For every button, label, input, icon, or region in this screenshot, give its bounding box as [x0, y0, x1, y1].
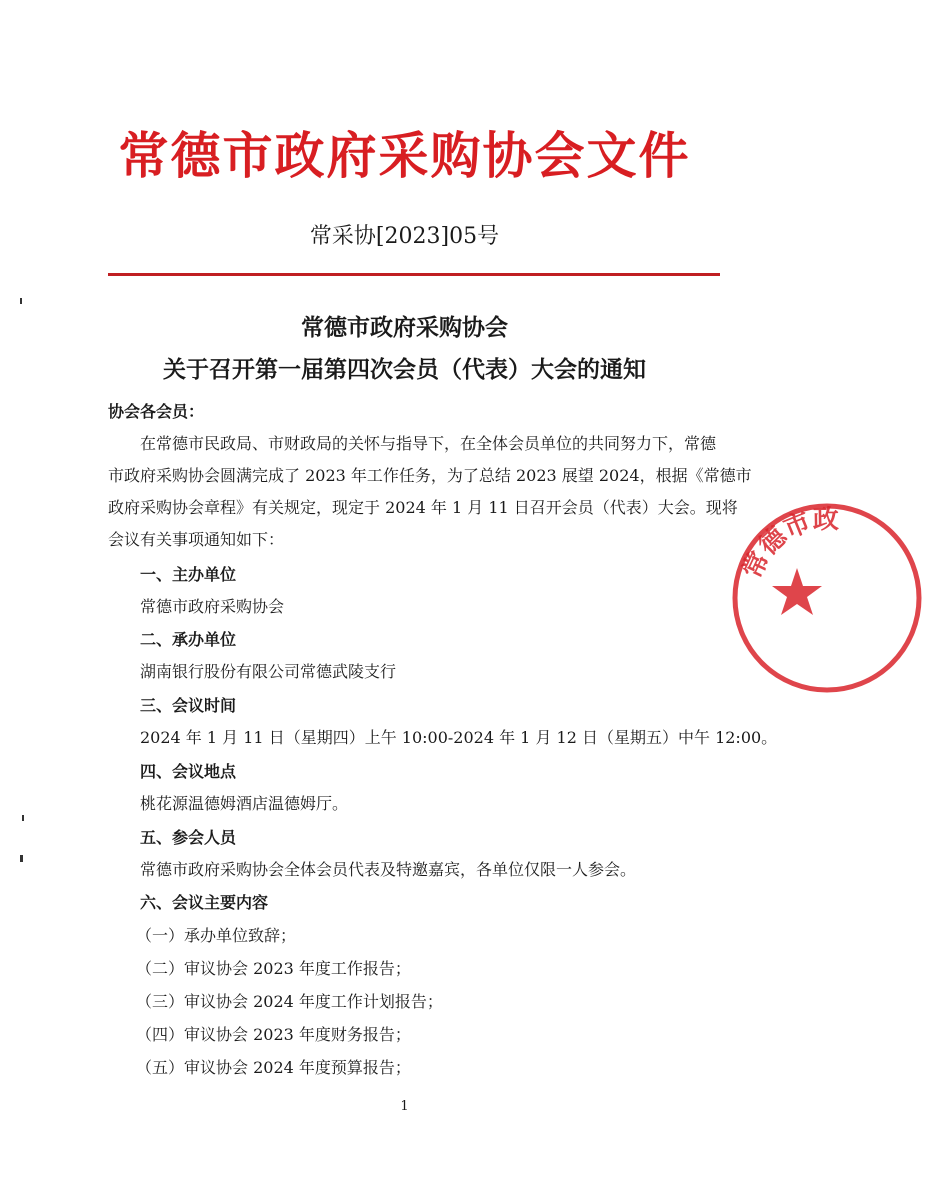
section-heading: 六、会议主要内容 — [140, 893, 269, 912]
notice-title-line-2: 关于召开第一届第四次会员（代表）大会的通知 — [163, 356, 646, 383]
section-body: 湖南银行股份有限公司常德武陵支行 — [140, 662, 397, 681]
section-body: 桃花源温德姆酒店温德姆厅。 — [140, 794, 349, 813]
scan-mark — [20, 855, 23, 862]
section-heading: 一、主办单位 — [140, 565, 237, 584]
section-heading: 二、承办单位 — [140, 630, 237, 649]
section-heading: 三、会议时间 — [140, 696, 237, 715]
notice-title-line-1: 常德市政府采购协会 — [301, 314, 508, 341]
red-divider-line — [108, 273, 720, 276]
official-seal-stamp — [727, 498, 927, 698]
section-body: 常德市政府采购协会 — [140, 597, 285, 616]
section-body: 2024 年 1 月 11 日（星期四）上午 10:00-2024 年 1 月 12 日（星期五）中午 12:00。 — [140, 728, 778, 747]
agenda-item: （一）承办单位致辞； — [136, 926, 297, 945]
intro-line: 政府采购协会章程》有关规定，现定于 2024 年 1 月 11 日召开会员（代表）大会。现将 — [108, 498, 738, 517]
document-number: 常采协[2023]05号 — [309, 224, 500, 249]
agenda-item: （四）审议协会 2023 年度财务报告； — [136, 1025, 411, 1044]
agenda-item: （三）审议协会 2024 年度工作计划报告； — [136, 992, 443, 1011]
seal-star-icon — [772, 568, 822, 615]
intro-line: 在常德市民政局、市财政局的关怀与指导下，在全体会员单位的共同努力下，常德 — [140, 434, 717, 453]
section-heading: 四、会议地点 — [140, 762, 237, 781]
intro-line: 市政府采购协会圆满完成了 2023 年工作任务，为了总结 2023 展望 2024，根据《常德市 — [108, 466, 752, 485]
agenda-item: （五）审议协会 2024 年度预算报告； — [136, 1058, 411, 1077]
intro-line: 会议有关事项通知如下： — [108, 530, 285, 549]
section-heading: 五、参会人员 — [140, 828, 237, 847]
seal-text: 常德市政 — [737, 504, 839, 584]
scan-mark — [22, 815, 24, 821]
agenda-item: （二）审议协会 2023 年度工作报告； — [136, 959, 411, 978]
section-body: 常德市政府采购协会全体会员代表及特邀嘉宾，各单位仅限一人参会。 — [140, 860, 637, 879]
salutation: 协会各会员： — [108, 402, 205, 421]
scan-mark — [20, 298, 22, 304]
document-header-title: 常德市政府采购协会文件 — [118, 126, 691, 185]
page-number: 1 — [400, 1099, 409, 1114]
